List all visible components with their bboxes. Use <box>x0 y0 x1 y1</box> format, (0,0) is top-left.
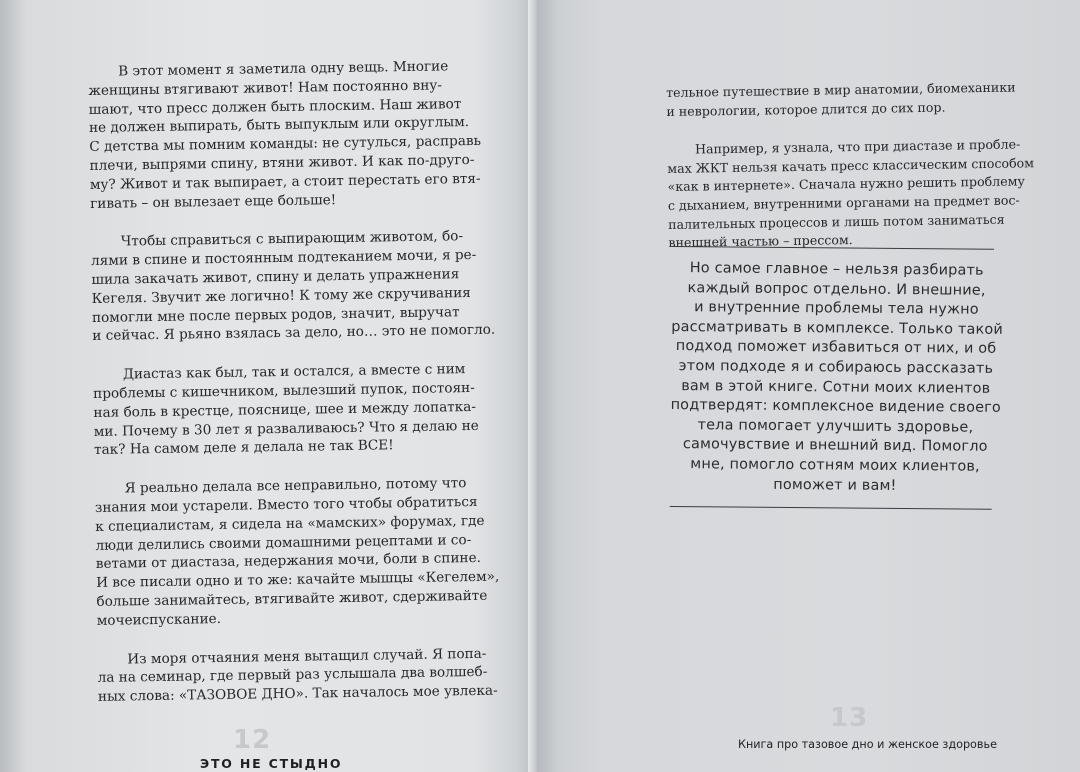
right-page <box>538 0 1080 772</box>
paragraph: тельное путешествие в мир анатомии, биомеханики и неврологии, которое длится до сих пор. <box>666 79 1016 119</box>
page-number: 12 <box>233 725 272 755</box>
left-page <box>0 0 538 772</box>
page-number: 13 <box>830 703 869 733</box>
left-body-text <box>88 58 500 727</box>
running-title: ЭТО НЕ СТЫДНО <box>200 756 343 771</box>
quote-bottom-rule <box>670 506 992 510</box>
right-body-text <box>666 79 1035 273</box>
paragraph: Например, я узнала, что при диастазе и пробле- мах ЖКТ нельзя качать пресс классическим способом «как в интернете». Сначала нужно решить проблему с дыханием, внутренними органами на предмет вос- палительных процессов и лишь потом заниматься внешней частью – прессом. <box>667 136 1035 251</box>
paragraph: В этот момент я заметила одну вещь. Многие женщины втягивают живот! Нам постоянно вну- шают, что пресс должен быть плоским. Наш живот не должен выпирать, быть выпуклым или округлым. С детства мы помним команды: не сутулься, расправь плечи, выпрями спину, втяни живот. И как по-друго- му? Живот и так выпирает, а стоит перестать его втя- гивать – он вылезает еще больше! <box>88 58 482 212</box>
paragraph: Диастаз как был, так и остался, а вместе с ним проблемы с кишечником, вылезший пупок, постоян- ная боль в крестце, пояснице, шее и между лопатка- ми. Почему в 30 лет я разваливаюсь? Что я делаю не так? На самом деле я делала не так ВСЕ! <box>93 361 479 459</box>
pull-quote-text: Но самое главное – нельзя разбирать каждый вопрос отдельно. И внешние, и внутренние проблемы тела нужно рассматривать в комплексе. Только такой подход поможет избавиться от них, и об этом подходе я и собираюсь рассказать вам в этой книге. Сотни моих клиентов подтвердят: комплексное видение своего тела помогает улучшить здоровье, самочувствие и внешний вид. Помогло мне, помогло сотням моих клиентов, поможет и вам! <box>670 260 1004 494</box>
pull-quote <box>670 246 1002 510</box>
paragraph: Из моря отчаяния меня вытащил случай. Я попа- ла на семинар, где первый раз услышала два волшеб- ных слова: «ТАЗОВОЕ ДНО». Так началось мое увлека- <box>97 645 498 706</box>
paragraph: Чтобы справиться с выпирающим животом, бо- лями в спине и постоянным подтеканием мочи, я ре- шила закачать живот, спину и делать упражнения Кегеля. Звучит же логично! К тому же скручивания помогли мне после первых родов, значит, выручат и сейчас. Я рьяно взялась за дело, но… это не помогло. <box>90 228 496 345</box>
paragraph: Я реально делала все неправильно, потому что знания мои устарели. Вместо того чтобы обратиться к специалистам, я сидела на «мамских» форумах, где люди делились своими домашними рецептами и со- ветами от диастаза, недержания мочи, боли в спине. И все писали одно и то же: качайте мышцы «Кегелем», больше занимайтесь, втягивайте живот, сдерживайте мочеиспускание. <box>94 475 500 629</box>
running-title: Книга про тазовое дно и женское здоровье <box>738 738 997 751</box>
